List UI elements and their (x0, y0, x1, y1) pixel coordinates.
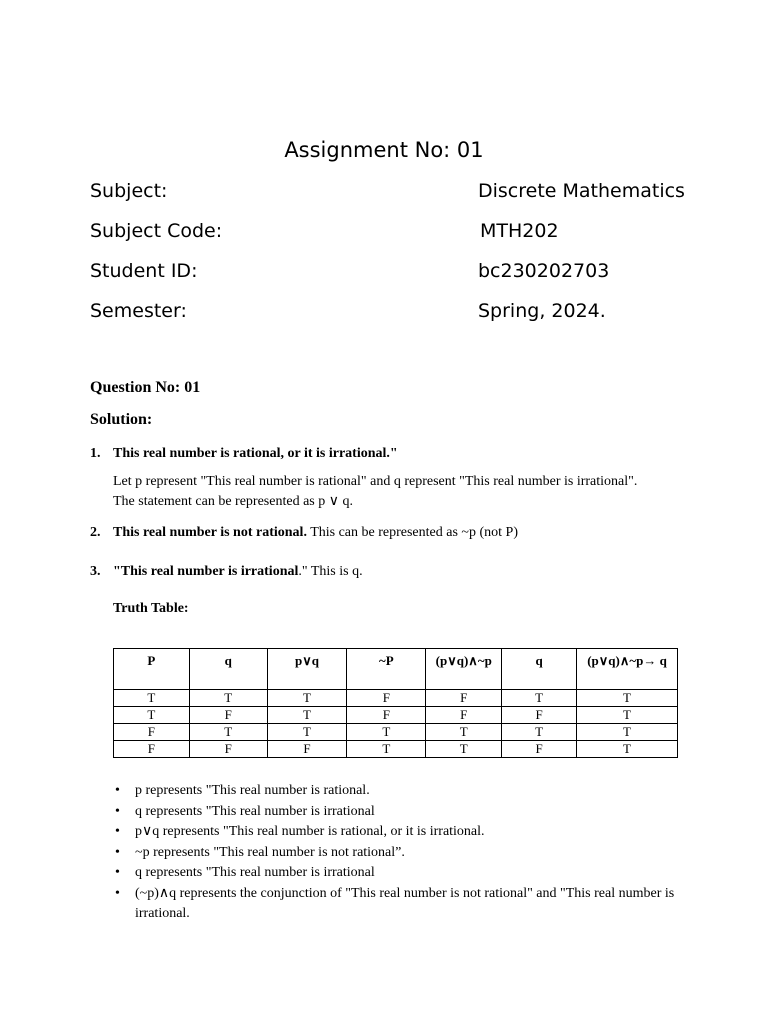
truth-table-heading: Truth Table: (113, 601, 189, 616)
table-row (114, 707, 678, 724)
solution-item-2 (90, 523, 708, 542)
subject-code-value: MTH202 (480, 220, 559, 242)
table-cell: F (426, 690, 502, 707)
notes-list (113, 781, 683, 925)
table-cell: T (347, 741, 426, 758)
explanation-line-2: The statement can be represented as p ∨ q. (113, 494, 353, 509)
table-cell: T (267, 707, 347, 724)
item-text: ." This is q. (298, 564, 363, 579)
list-item: • p represents "This real number is rational. (113, 781, 683, 802)
item-bold-text: This real number is not rational. (113, 525, 307, 540)
assignment-title: Assignment No: 01 (284, 138, 484, 162)
table-cell: T (114, 690, 190, 707)
table-cell: T (502, 690, 577, 707)
table-cell: T (426, 741, 502, 758)
question-heading: Question No: 01 (90, 379, 201, 396)
table-cell: F (347, 690, 426, 707)
header-cell: (p∨q)∧~p (426, 649, 502, 690)
table-cell: T (577, 724, 678, 741)
student-id-label: Student ID: (90, 260, 198, 282)
subject-label: Subject: (90, 180, 168, 202)
table-cell: F (189, 741, 267, 758)
truth-table (113, 648, 678, 758)
solution-heading: Solution: (90, 411, 153, 428)
table-row (114, 690, 678, 707)
table-cell: T (426, 724, 502, 741)
item-number: 2. (90, 525, 101, 540)
semester-label: Semester: (90, 300, 187, 322)
list-item: • q represents "This real number is irrational (113, 802, 683, 823)
item-number: 3. (90, 564, 101, 579)
table-cell: F (347, 707, 426, 724)
table-cell: T (267, 724, 347, 741)
list-item: • p∨q represents "This real number is rational, or it is irrational. (113, 822, 683, 843)
item-number: 1. (90, 446, 101, 461)
table-cell: F (114, 741, 190, 758)
table-row (114, 741, 678, 758)
table-cell: T (267, 690, 347, 707)
subject-value: Discrete Mathematics (478, 180, 685, 202)
header-cell: q (502, 649, 577, 690)
header-cell: q (189, 649, 267, 690)
table-cell: T (577, 707, 678, 724)
table-row (114, 724, 678, 741)
table-cell: T (577, 690, 678, 707)
item-bold-text: "This real number is irrational (113, 564, 299, 579)
table-cell: T (189, 690, 267, 707)
solution-item-1 (90, 444, 708, 463)
header-cell: ~P (347, 649, 426, 690)
list-item: • q represents "This real number is irrational (113, 863, 683, 884)
list-item: • (~p)∧q represents the conjunction of "This real number is not rational" and "This real number is irrational. (113, 884, 683, 925)
student-id-value: bc230202703 (478, 260, 610, 282)
list-item: • ~p represents "This real number is not rational”. (113, 843, 683, 864)
item-text: This can be represented as ~p (not P) (306, 525, 518, 540)
explanation-paragraph (113, 472, 698, 512)
table-cell: T (114, 707, 190, 724)
header-cell: p∨q (267, 649, 347, 690)
table-cell: F (502, 741, 577, 758)
table-cell: T (347, 724, 426, 741)
table-cell: F (426, 707, 502, 724)
explanation-line-1: Let p represent "This real number is rational" and q represent "This real number is irrational". (113, 474, 638, 489)
table-cell: F (267, 741, 347, 758)
table-cell: T (577, 741, 678, 758)
header-cell: P (114, 649, 190, 690)
semester-value: Spring, 2024. (478, 300, 606, 322)
header-cell: (p∨q)∧~p→ q (577, 649, 678, 690)
truth-table-header-row (114, 649, 678, 690)
table-cell: T (189, 724, 267, 741)
table-cell: F (502, 707, 577, 724)
subject-code-label: Subject Code: (90, 220, 223, 242)
solution-item-3 (90, 562, 708, 581)
item-bold-text: This real number is rational, or it is irrational." (113, 446, 398, 461)
table-cell: F (189, 707, 267, 724)
table-cell: T (502, 724, 577, 741)
table-cell: F (114, 724, 190, 741)
